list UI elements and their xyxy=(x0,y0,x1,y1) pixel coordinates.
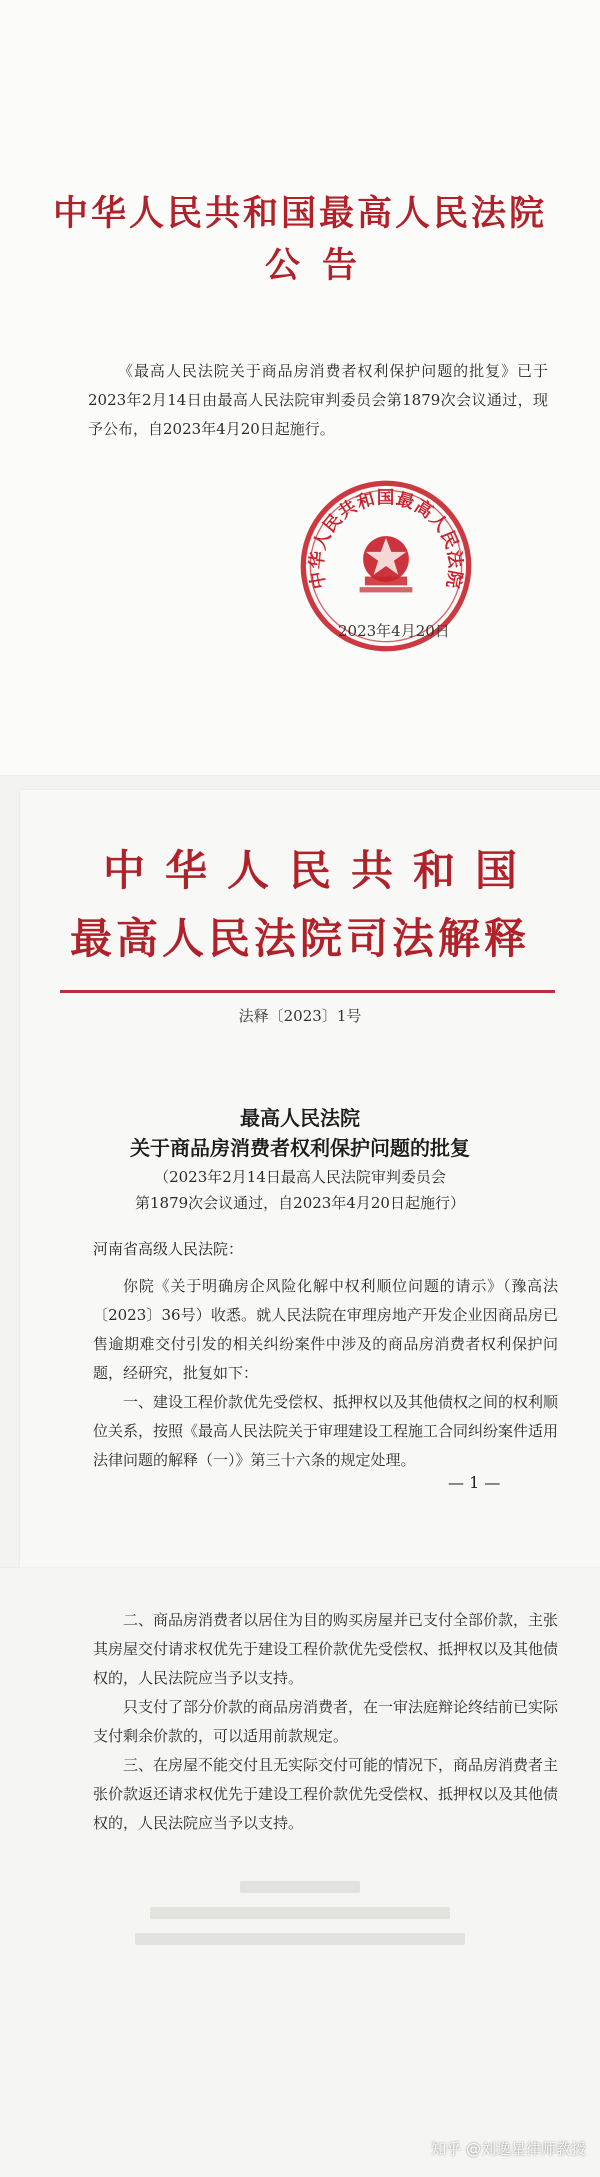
body-paragraph-3: 二、商品房消费者以居住为目的购买房屋并已支付全部价款，主张其房屋交付请求权优先于建设工程价款优先受偿权、抵押权以及其他债权的，人民法院应当予以支持。 xyxy=(93,1611,559,1687)
reply-subject: 关于商品房消费者权利保护问题的批复 xyxy=(130,1136,470,1160)
announcement-date: 2023年4月20日 xyxy=(338,622,450,640)
bleed-through-line xyxy=(0,1878,600,1898)
watermark: 知乎 @刘逸星律师教授 xyxy=(431,2140,586,2158)
reply-court: 最高人民法院 xyxy=(240,1106,360,1130)
interpretation-header-line2: 最高人民法院司法解释 xyxy=(69,914,530,963)
bleed-through-line xyxy=(0,1904,600,1924)
interpretation-header-line1: 中华人民共和国 xyxy=(102,846,537,895)
addressee: 河南省高级人民法院： xyxy=(93,1240,244,1258)
body-paragraph-2: 一、建设工程价款优先受偿权、抵押权以及其他债权之间的权利顺位关系，按照《最高人民法院关于审理建设工程施工合同纠纷案件适用法律问题的解释（一）》第三十六条的规定处理。 xyxy=(93,1393,559,1469)
page-number: — 1 — xyxy=(448,1473,501,1492)
body-paragraph-1: 你院《关于明确房企风险化解中权利顺位问题的请示》（豫高法〔2023〕36号）收悉。就人民法院在审理房地产开发企业因商品房已售逾期难交付引发的相关纠纷案件中涉及的商品房消费者权利保护问题，经研究，批复如下： xyxy=(93,1277,558,1382)
body-paragraph-5: 三、在房屋不能交付且无实际交付可能的情况下，商品房消费者主张价款返还请求权优先于建设工程价款优先受偿权、抵押权以及其他债权的，人民法院应当予以支持。 xyxy=(93,1756,559,1832)
header-divider xyxy=(60,990,555,993)
adoption-note-line2: 第1879次会议通过，自2023年4月20日起施行） xyxy=(135,1194,465,1212)
svg-text:中华人民共和国最高人民法院: 中华人民共和国最高人民法院 xyxy=(307,488,465,591)
announcement-title: 中华人民共和国最高人民法院 xyxy=(52,194,547,234)
adoption-note-line1: （2023年2月14日最高人民法院审判委员会 xyxy=(154,1168,446,1186)
body-paragraph-4: 只支付了部分价款的商品房消费者，在一审法庭辩论终结前已实际支付剩余价款的，可以适用前款规定。 xyxy=(93,1698,559,1745)
announcement-body: 《最高人民法院关于商品房消费者权利保护问题的批复》已于2023年2月14日由最高人民法院审判委员会第1879次会议通过，现予公布，自2023年4月20日起施行。 xyxy=(88,362,548,438)
announcement-heading: 公告 xyxy=(264,246,379,286)
document-number: 法释〔2023〕1号 xyxy=(238,1007,362,1025)
bleed-through-line xyxy=(0,1930,600,1950)
